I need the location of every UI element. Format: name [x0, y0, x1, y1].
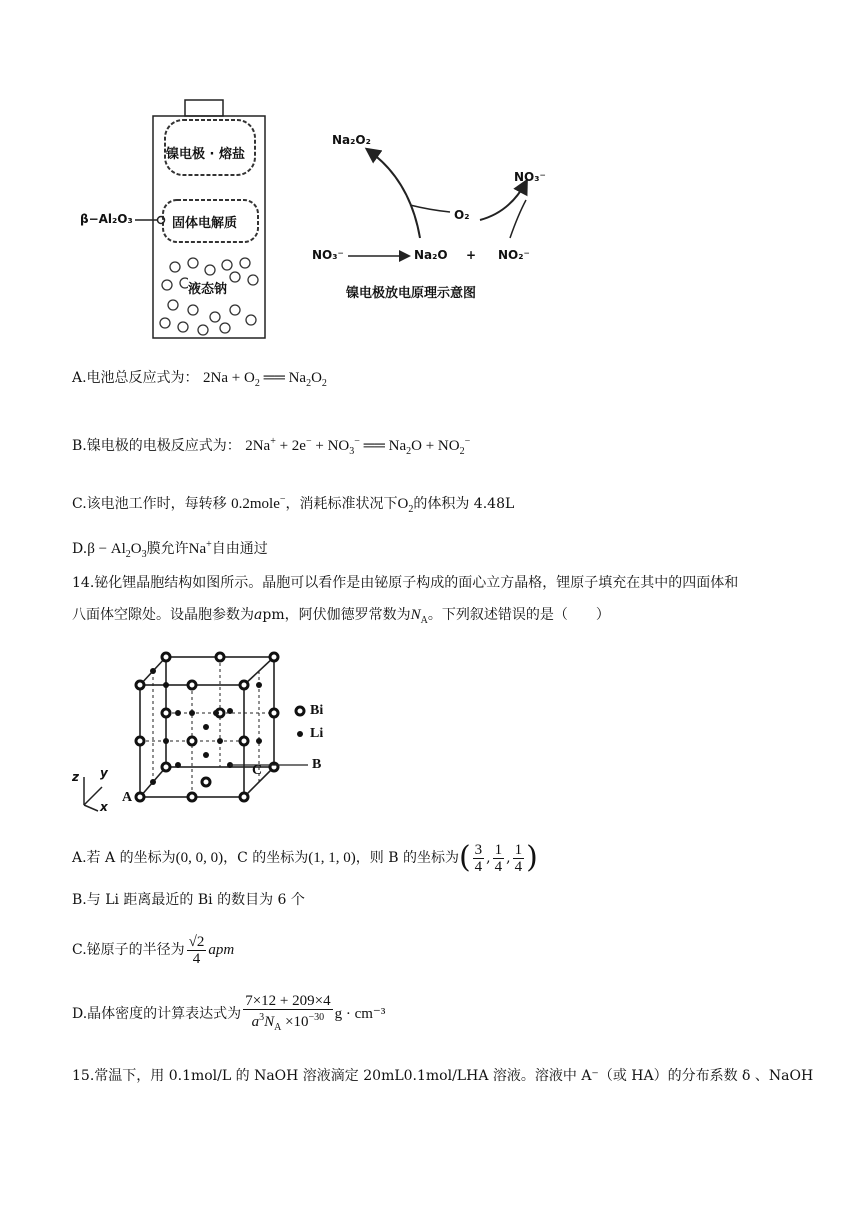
battery-top-label: 镍电极 · 熔盐: [166, 147, 245, 162]
crystal-cell-diagram: [70, 645, 370, 815]
plus-sign: +: [466, 248, 477, 262]
q14-stem-line2: 八面体空隙处。设晶胞参数为apm，阿伏伽德罗常数为$N_A$。下列叙述错误的是（ ）: [72, 607, 610, 626]
point-c-label: C: [252, 763, 263, 778]
battery-bottom-label: 液态钠: [188, 278, 227, 297]
na2o-label: Na₂O: [414, 248, 448, 262]
legend-li: Li: [310, 726, 324, 741]
q13-option-b: B.镍电极的电极反应式为： $2Na^+ + 2e^- + NO_3^-$ ══ $Na_2O + NO_2^-$: [72, 436, 471, 457]
q14-option-d: D.晶体密度的计算表达式为 $\frac{7\times 12 + 209\times 4}{a^3N_A \times 10^{-30}}$ g · cm⁻³: [72, 992, 386, 1033]
na2o2-label: Na₂O₂: [332, 133, 371, 147]
o2-label: O₂: [454, 208, 470, 222]
q13-option-c: C.该电池工作时，每转移 0.2mole−，消耗标准状况下$O_2$的体积为 4.48L: [72, 494, 515, 515]
point-a-label: A: [122, 790, 133, 805]
q13-option-a: A.电池总反应式为： $2Na + O_2$ ══ $Na_2O_2$: [72, 370, 327, 389]
q14-option-a: A.若 A 的坐标为(0, 0, 0)，C 的坐标为(1, 1, 0)，则 B 的坐标为( $\frac{3}{4}$ , $\frac{1}{4}$ , $\frac{1}{4}$ ): [72, 840, 538, 875]
axis-x-label: x: [100, 800, 108, 814]
axis-y-label: y: [100, 766, 108, 780]
q14-stem-line1: 14.铋化锂晶胞结构如图所示。晶胞可以看作是由铋原子构成的面心立方晶格，锂原子填充在其中的四面体和: [72, 575, 739, 591]
q13-option-d: $D.\beta - Al_2O_3$膜允许Na+自由通过: [72, 539, 268, 560]
q14-option-c: C.铋原子的半径为 $\frac{√2}{4}$ apm: [72, 933, 235, 967]
no2-label: NO₂⁻: [498, 248, 530, 262]
no3-left-label: NO₃⁻: [312, 248, 344, 262]
legend-bi: Bi: [310, 703, 324, 718]
point-b-label: B: [312, 757, 322, 772]
q14-option-b: B.与 Li 距离最近的 Bi 的数目为 6 个: [72, 892, 305, 908]
no3-top-label: NO₃⁻: [514, 170, 546, 184]
beta-alumina-label: β−Al₂O₃: [80, 212, 133, 226]
q15-stem: 15.常温下，用 0.1mol/L 的 NaOH 溶液滴定 20mL0.1mol/LHA 溶液。溶液中 A⁻（或 HA）的分布系数 δ 、NaOH: [72, 1068, 814, 1084]
axis-z-label: z: [72, 770, 79, 784]
mechanism-caption: 镍电极放电原理示意图: [346, 286, 477, 301]
battery-mid-label: 固体电解质: [172, 216, 238, 231]
